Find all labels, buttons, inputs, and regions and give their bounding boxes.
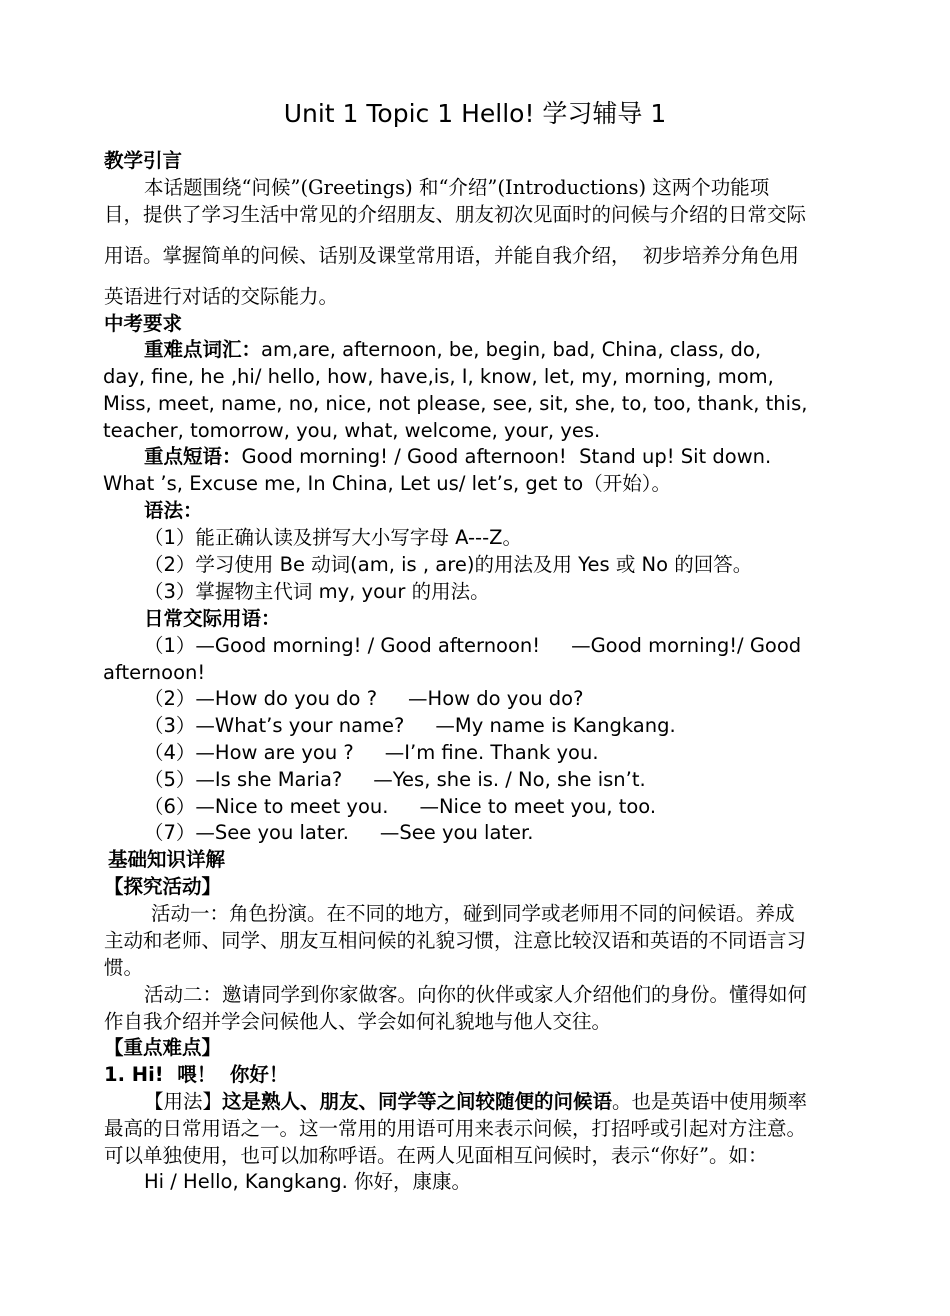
- usage-label: 【用法】: [144, 1090, 223, 1113]
- daily-item-1: （1）—Good morning! / Good afternoon! —Good morning!/ Good: [144, 634, 802, 657]
- phrase-line-1: [144, 443, 771, 470]
- intro-line-2: 目，提供了学习生活中常见的介绍朋友、朋友初次见面时的问候与介绍的日常交际: [104, 203, 807, 226]
- section-heading-basics: 基础知识详解: [108, 848, 226, 871]
- explore-label: 【探究活动】: [104, 875, 222, 898]
- grammar-item-3: （3）掌握物主代词 my, your 的用法。: [144, 580, 490, 603]
- section-heading-intro: 教学引言: [104, 149, 183, 172]
- usage-line-3: 可以单独使用，也可以加称呼语。在两人见面相互问候时，表示“你好”。如：: [104, 1144, 768, 1167]
- document-title: Unit 1 Topic 1 Hello! 学习辅导 1: [283, 99, 667, 128]
- grammar-label: 语法：: [144, 499, 203, 522]
- point1-title: 1. Hi! 喂！ 你好！: [104, 1063, 289, 1086]
- example-line: Hi / Hello, Kangkang. 你好，康康。: [144, 1170, 472, 1193]
- daily-item-5: （5）—Is she Maria? —Yes, she is. / No, she isn’t.: [144, 768, 646, 791]
- usage-line-2: 最高的日常用语之一。这一常用的用语可用来表示问候，打招呼或引起对方注意。: [104, 1117, 807, 1140]
- phrase-text-1: Good morning! / Good afternoon! Stand up! Sit down.: [241, 445, 772, 468]
- usage-rest-text: 。也是英语中使用频率: [612, 1090, 808, 1113]
- grammar-item-1: （1）能正确认读及拼写大小写字母 A---Z。: [144, 526, 522, 549]
- daily-item-1-cont: afternoon!: [103, 661, 206, 684]
- daily-label: 日常交际用语：: [144, 607, 281, 630]
- vocab-label: 重难点词汇：: [144, 338, 262, 361]
- grammar-item-2: （2）学习使用 Be 动词(am, is , are)的用法及用 Yes 或 No 的回答。: [144, 553, 753, 576]
- vocab-line-3: Miss, meet, name, no, nice, not please, see, sit, she, to, too, thank, this,: [103, 392, 808, 415]
- activity1-line-3: 惯。: [104, 956, 144, 979]
- vocab-line-2: day, fine, he ,hi/ hello, how, have,is, I, know, let, my, morning, mom,: [103, 365, 774, 388]
- vocab-text-1: am,are, afternoon, be, begin, bad, China, class, do,: [261, 338, 762, 361]
- daily-item-3: （3）—What’s your name? —My name is Kangkang.: [144, 714, 676, 737]
- key-points-label: 【重点难点】: [104, 1036, 222, 1059]
- usage-bold-text: 这是熟人、朋友、同学等之间较随便的问候语: [222, 1090, 613, 1113]
- phrase-line-2: What ’s, Excuse me, In China, Let us/ let’s, get to（开始）。: [103, 472, 671, 495]
- intro-line-1: 本话题围绕“问候”(Greetings) 和“介绍”(Introductions) 这两个功能项: [144, 176, 770, 199]
- activity2-line-1: 活动二：邀请同学到你家做客。向你的伙伴或家人介绍他们的身份。懂得如何: [144, 983, 808, 1006]
- phrase-label: 重点短语：: [144, 445, 242, 468]
- activity2-line-2: 作自我介绍并学会问候他人、学会如何礼貌地与他人交往。: [104, 1010, 612, 1033]
- vocab-line-1: [144, 336, 761, 363]
- activity1-line-1: 活动一：角色扮演。在不同的地方，碰到同学或老师用不同的问候语。养成: [151, 902, 795, 925]
- intro-line-3: 用语。掌握简单的问候、话别及课堂常用语，并能自我介绍， 初步培养分角色用: [104, 244, 799, 267]
- daily-item-7: （7）—See you later. —See you later.: [144, 821, 534, 844]
- daily-item-4: （4）—How are you ? —I’m fine. Thank you.: [144, 741, 599, 764]
- intro-line-4: 英语进行对话的交际能力。: [104, 285, 339, 308]
- activity1-line-2: 主动和老师、同学、朋友互相问候的礼貌习惯，注意比较汉语和英语的不同语言习: [104, 929, 807, 952]
- usage-line-1: [144, 1088, 807, 1115]
- daily-item-6: （6）—Nice to meet you. —Nice to meet you, too.: [144, 795, 657, 818]
- daily-item-2: （2）—How do you do ? —How do you do?: [144, 687, 584, 710]
- vocab-line-4: teacher, tomorrow, you, what, welcome, your, yes.: [103, 419, 601, 442]
- section-heading-exam: 中考要求: [104, 312, 183, 335]
